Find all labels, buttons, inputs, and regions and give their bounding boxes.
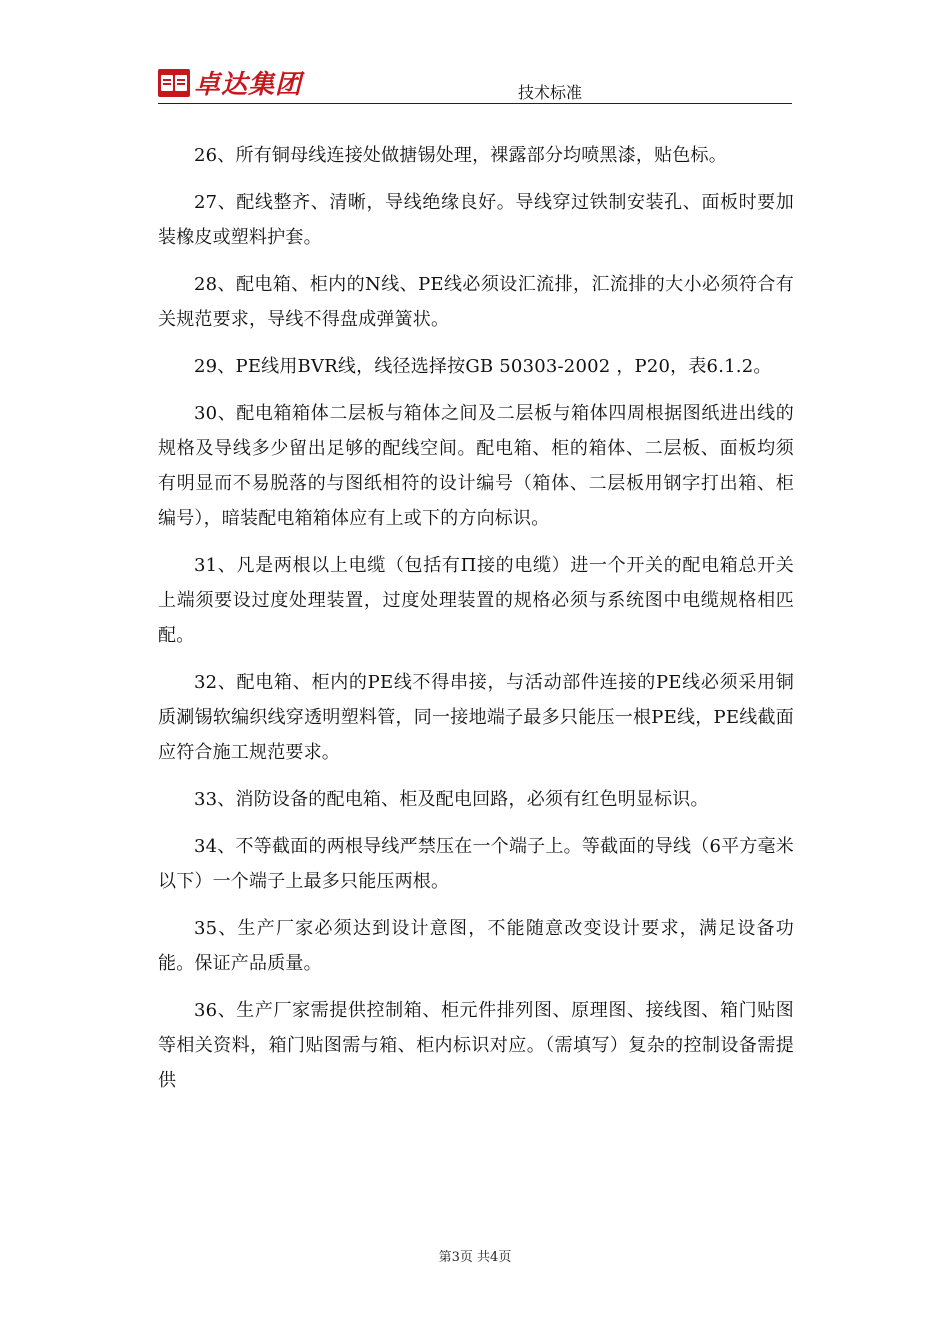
paragraph-31: 31、凡是两根以上电缆（包括有Π接的电缆）进一个开关的配电箱总开关上端须要设过度处理装置，过度处理装置的规格必须与系统图中电缆规格相匹配。 (158, 555, 794, 646)
paragraph-36: 36、生产厂家需提供控制箱、柜元件排列图、原理图、接线图、箱门贴图等相关资料，箱门贴图需与箱、柜内标识对应。（需填写）复杂的控制设备需提供 (158, 1000, 794, 1091)
page-number: 第3页 共4页 (438, 1250, 512, 1265)
paragraph-30: 30、配电箱箱体二层板与箱体之间及二层板与箱体四周根据图纸进出线的规格及导线多少留出足够的配线空间。配电箱、柜的箱体、二层板、面板均须有明显而不易脱落的与图纸相符的设计编号（箱体、二层板用钢字打出箱、柜编号），暗装配电箱箱体应有上或下的方向标识。 (158, 403, 794, 529)
paragraph-29: 29、PE线用BVR线，线径选择按GB 50303-2002 ，P20，表6.1.2。 (194, 356, 772, 377)
paragraph-35: 35、生产厂家必须达到设计意图，不能随意改变设计要求，满足设备功能。保证产品质量。 (158, 918, 794, 974)
document-body (158, 138, 794, 1110)
paragraph-28: 28、配电箱、柜内的N线、PE线必须设汇流排，汇流排的大小必须符合有关规范要求，导线不得盘成弹簧状。 (158, 274, 794, 330)
paragraph-32: 32、配电箱、柜内的PE线不得串接，与活动部件连接的PE线必须采用铜质涮锡软编织线穿透明塑料管，同一接地端子最多只能压一根PE线，PE线截面应符合施工规范要求。 (158, 672, 794, 763)
paragraph-34: 34、不等截面的两根导线严禁压在一个端子上。等截面的导线（6平方毫米以下）一个端子上最多只能压两根。 (158, 836, 794, 892)
logo-text: 卓达集团 (194, 70, 303, 100)
book-logo-icon (158, 69, 190, 97)
header-title: 技术标准 (518, 83, 583, 102)
paragraph-33: 33、消防设备的配电箱、柜及配电回路，必须有红色明显标识。 (194, 789, 709, 810)
paragraph-27: 27、配线整齐、清晰，导线绝缘良好。导线穿过铁制安装孔、面板时要加装橡皮或塑料护套。 (158, 192, 794, 248)
company-logo (158, 64, 302, 101)
paragraph-26: 26、所有铜母线连接处做搪锡处理，裸露部分均喷黑漆，贴色标。 (194, 145, 727, 166)
page-header (158, 62, 792, 104)
header-divider (158, 103, 792, 104)
